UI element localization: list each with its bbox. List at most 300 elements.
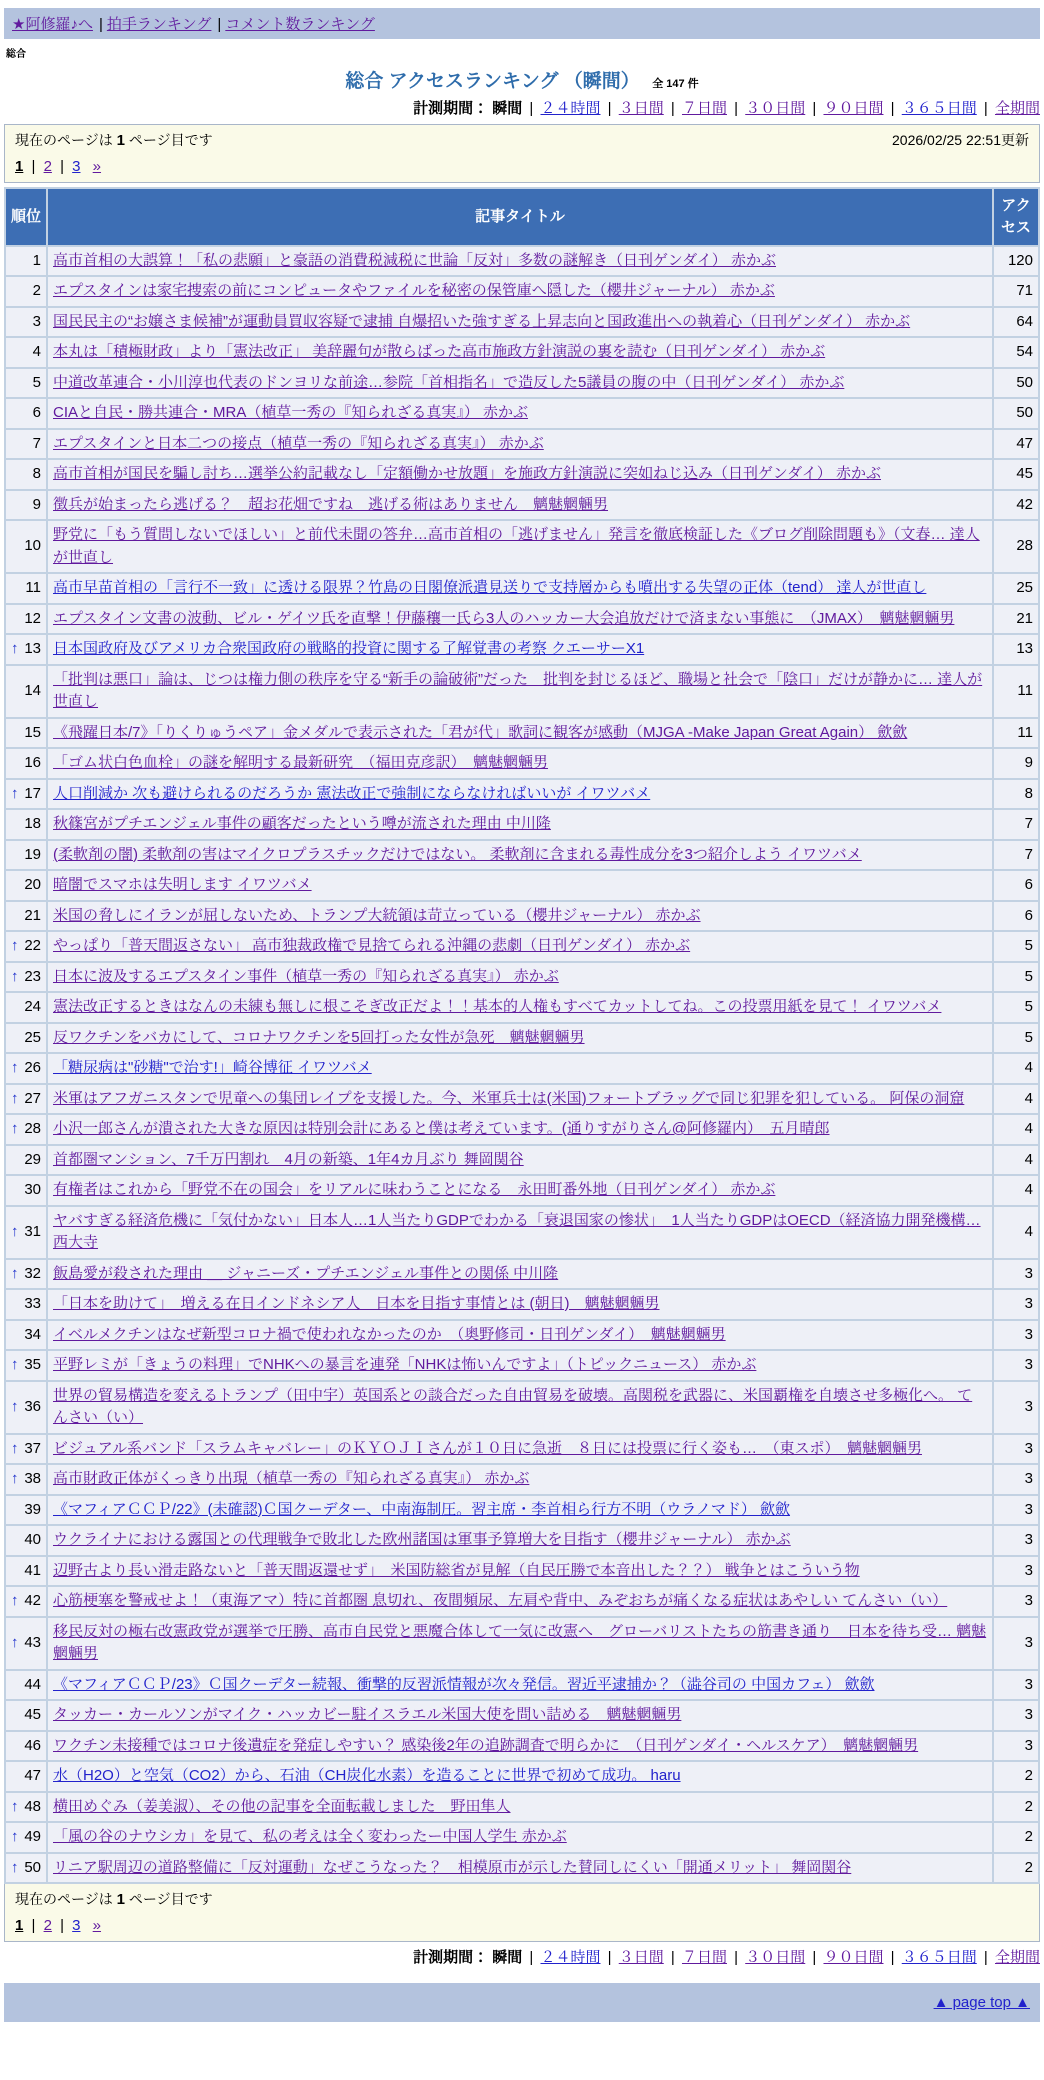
up-arrow-icon: ↑ [11, 1439, 19, 1457]
article-link[interactable]: 世界の貿易構造を変えるトランプ（田中宇）英国系との談合だった自由貿易を破壊。高関税を武器に、米国覇権を自壊させ多極化へ。 てんさい（い） [53, 1386, 973, 1426]
up-arrow-icon: ↑ [11, 1356, 19, 1373]
pagination-top [15, 158, 1029, 175]
page-top-link[interactable]: ▲ page top ▲ [933, 1994, 1030, 2011]
title-cell [48, 1587, 992, 1616]
access-count: 4 [994, 1054, 1038, 1083]
footer-bar [4, 1983, 1040, 2022]
ranking-table [4, 187, 1040, 1884]
period-label: 計測期間： [413, 100, 493, 117]
table-row [6, 1260, 1038, 1289]
title-cell [48, 1496, 992, 1525]
article-link[interactable]: 秋篠宮がプチエンジェル事件の顧客だったという噂が流された理由 中川隆 [53, 815, 551, 832]
rank-number: 16 [24, 754, 41, 771]
article-link[interactable]: 高市首相の大誤算！「私の悲願」と豪語の消費税減税に世論「反対」多数の謎解き（日刊ゲンダイ） 赤かぶ [53, 251, 776, 269]
title-cell [48, 1382, 992, 1433]
article-link[interactable]: 「ゴム状白色血栓」の謎を解明する最新研究 （福田克彦訳） 魑魅魍魎男 [53, 754, 549, 771]
info-box-bottom [4, 1884, 1040, 1942]
access-count: 3 [994, 1618, 1038, 1669]
table-row [6, 841, 1038, 870]
rank-cell [6, 1321, 46, 1350]
rank-number: 15 [24, 723, 41, 741]
rank-cell [6, 1732, 46, 1761]
table-row [6, 1382, 1038, 1433]
article-link[interactable]: やっぱり「普天間返さない」 高市独裁政権で見捨てられる沖縄の悲劇（日刊ゲンダイ） 赤かぶ [53, 937, 691, 954]
table-row [6, 369, 1038, 398]
rank-cell [6, 1793, 46, 1822]
title-cell [48, 1732, 992, 1761]
article-link[interactable]: 高市財政正体がくっきり出現（植草一秀の『知られざる真実』） 赤かぶ [53, 1470, 530, 1487]
nav-link-clap-ranking[interactable]: 拍手ランキング [106, 16, 212, 33]
period-option-link[interactable]: ３日間 [618, 100, 664, 117]
rank-cell [6, 1024, 46, 1053]
up-arrow-icon: ↑ [11, 784, 19, 802]
title-cell [48, 810, 992, 839]
article-link[interactable]: 《マフィアＣＣＰ/23》Ｃ国クーデター続報、衝撃的反習派情報が次々発信。習近平逮捕か？（澁谷司の 中国カフェ） 歛歛 [53, 1675, 875, 1693]
period-option-link[interactable]: ９０日間 [823, 1949, 884, 1966]
article-link[interactable]: 人口削減か 次も避けられるのだろうか 憲法改正で強制にならなければいいが イワツバメ [53, 784, 651, 802]
title-cell [48, 902, 992, 931]
table-row [6, 635, 1038, 664]
title-cell [48, 430, 992, 459]
current-page-text: 現在のページは 1 ページ目です [15, 132, 213, 149]
access-count: 13 [994, 635, 1038, 664]
access-count: 3 [994, 1351, 1038, 1380]
nav-link-comment-count-ranking[interactable]: コメント数ランキング [225, 16, 375, 33]
article-link[interactable]: 水（H2O）と空気（CO2）から、石油（CH炭化水素）を造ることに世界で初めて成功。 haru [53, 1767, 681, 1784]
period-separator: | [603, 1949, 616, 1966]
rank-cell [6, 1351, 46, 1380]
period-option-link[interactable]: ３６５日間 [901, 100, 977, 117]
table-row [6, 1526, 1038, 1555]
rank-number: 20 [24, 876, 41, 893]
period-option-link[interactable]: ７日間 [681, 1949, 727, 1966]
period-separator: | [666, 100, 679, 117]
title-cell [48, 277, 992, 306]
period-option-link[interactable]: ７日間 [681, 100, 727, 117]
rank-number: 46 [24, 1736, 41, 1754]
title-cell [48, 521, 992, 572]
title-cell [48, 1146, 992, 1175]
rank-number: 23 [24, 967, 41, 985]
access-count: 3 [994, 1321, 1038, 1350]
rank-cell [6, 1587, 46, 1616]
rank-cell [6, 1854, 46, 1883]
access-count: 3 [994, 1557, 1038, 1586]
rank-cell [6, 1146, 46, 1175]
title-cell [48, 1321, 992, 1350]
access-count: 3 [994, 1290, 1038, 1319]
table-row [6, 1854, 1038, 1883]
table-row [6, 574, 1038, 603]
access-count: 3 [994, 1526, 1038, 1555]
rank-cell [6, 1382, 46, 1433]
up-arrow-icon: ↑ [11, 1592, 19, 1609]
rank-number: 24 [24, 998, 41, 1015]
access-count: 2 [994, 1854, 1038, 1883]
article-link[interactable]: 野党に「もう質問しないでほしい」と前代未聞の答弁…高市首相の「逃げません」発言を徹底検証した《ブログ削除問題も》（文春… 達人が世直し [53, 526, 980, 566]
rank-cell [6, 460, 46, 489]
title-cell [48, 1024, 992, 1053]
rank-number: 39 [24, 1500, 41, 1518]
period-option-link[interactable]: 全期間 [994, 1949, 1040, 1966]
period-option-link[interactable]: ９０日間 [823, 100, 884, 117]
article-link[interactable]: 横田めぐみ（姜美淑）、その他の記事を全面転載しました 野田隼人 [53, 1797, 511, 1815]
pagination-current-page[interactable]: 1 [15, 158, 24, 175]
rank-number: 32 [24, 1264, 41, 1282]
title-cell [48, 1054, 992, 1083]
up-arrow-icon: ↑ [11, 1059, 19, 1076]
article-link[interactable]: 中道改革連合・小川淳也代表のドンヨリな前途…参院「首相指名」で造反した5議員の腹の中（日刊ゲンダイ） 赤かぶ [53, 373, 845, 391]
table-row [6, 1054, 1038, 1083]
article-link[interactable]: ワクチン未接種ではコロナ後遺症を発症しやすい？ 感染後2年の追跡調査で明らかに （日刊ゲンダイ・ヘルスケア） 魑魅魍魎男 [53, 1736, 919, 1754]
rank-cell [6, 338, 46, 367]
article-link[interactable]: 心筋梗塞を警戒せよ！（東海アマ）特に首都圏 息切れ、夜間頻尿、左肩や背中、みぞおちが痛くなる症状はあやしい てんさい（い） [53, 1592, 948, 1609]
rank-cell [6, 1435, 46, 1464]
article-link[interactable]: 「糖尿病は"砂糖"で治す!」崎谷博征 イワツバメ [53, 1059, 372, 1076]
table-row [6, 1207, 1038, 1258]
period-option-link[interactable]: ３６５日間 [901, 1949, 977, 1966]
rank-cell [6, 963, 46, 992]
rank-number: 21 [24, 906, 41, 924]
period-separator: | [808, 1949, 821, 1966]
rank-cell [6, 1526, 46, 1555]
rank-number: 48 [24, 1797, 41, 1815]
rank-cell [6, 1176, 46, 1205]
pagination-separator [81, 158, 93, 175]
rank-number: 19 [24, 845, 41, 863]
table-row [6, 1085, 1038, 1114]
period-separator: | [525, 100, 538, 117]
period-separator: | [886, 1949, 899, 1966]
access-count: 4 [994, 1146, 1038, 1175]
title-cell [48, 666, 992, 717]
pagination-separator: | [27, 1917, 40, 1934]
article-link[interactable]: 「日本を助けて」 増える在日インドネシア人 日本を目指す事情とは (朝日) 魑魅魍魎男 [53, 1295, 660, 1312]
pagination-page-link[interactable]: 3 [72, 158, 81, 175]
rank-cell [6, 399, 46, 428]
rank-cell [6, 430, 46, 459]
period-separator: | [525, 1949, 538, 1966]
access-count: 25 [994, 574, 1038, 603]
article-link[interactable]: 暗闇でスマホは失明します イワツバメ [53, 876, 312, 893]
rank-cell [6, 1618, 46, 1669]
rank-cell [6, 780, 46, 809]
article-link[interactable]: (柔軟剤の闇) 柔軟剤の害はマイクロプラスチックだけではない。 柔軟剤に含まれる毒性成分を3つ紹介しよう イワツバメ [53, 845, 862, 863]
rank-cell [6, 1465, 46, 1494]
rank-number: 49 [24, 1828, 41, 1845]
table-row [6, 460, 1038, 489]
access-count: 4 [994, 1207, 1038, 1258]
rank-cell [6, 902, 46, 931]
pagination-separator: | [55, 158, 69, 175]
period-option-link[interactable]: 全期間 [994, 100, 1040, 117]
article-link[interactable]: 《飛躍日本/7》「りくりゅうペア」金メダルで表示された「君が代」歌詞に観客が感動（MJGA -Make Japan Great Again） 歛歛 [53, 723, 908, 741]
table-row [6, 491, 1038, 520]
article-link[interactable]: 有権者はこれから「野党不在の国会」をリアルに味わうことになる 永田町番外地（日刊ゲンダイ） 赤かぶ [53, 1181, 776, 1198]
table-row [6, 308, 1038, 337]
rank-cell [6, 871, 46, 900]
title-cell [48, 399, 992, 428]
article-link[interactable]: イベルメクチンはなぜ新型コロナ禍で使われなかったのか （奥野修司・日刊ゲンダイ） 魑魅魍魎男 [53, 1325, 726, 1343]
title-cell [48, 841, 992, 870]
period-option-current: 瞬間 [492, 100, 523, 117]
period-option-link[interactable]: ３０日間 [745, 1949, 806, 1966]
table-row [6, 1115, 1038, 1144]
table-row [6, 338, 1038, 367]
title-cell [48, 780, 992, 809]
table-row [6, 430, 1038, 459]
period-separator: | [730, 1949, 743, 1966]
article-link[interactable]: 高市早苗首相の「言行不一致」に透ける限界？竹島の日閣僚派遣見送りで支持層からも噴出する失望の正体（tend） 達人が世直し [53, 579, 927, 596]
title-cell [48, 871, 992, 900]
rank-number: 8 [32, 465, 41, 482]
period-separator: | [886, 100, 899, 117]
rank-cell [6, 491, 46, 520]
access-count: 7 [994, 810, 1038, 839]
access-count: 2 [994, 1793, 1038, 1822]
up-arrow-icon: ↑ [11, 640, 19, 657]
title-cell [48, 574, 992, 603]
pagination-page-link[interactable]: 3 [72, 1917, 81, 1934]
title-cell [48, 932, 992, 961]
table-row [6, 1618, 1038, 1669]
table-row [6, 1465, 1038, 1494]
table-row [6, 902, 1038, 931]
title-cell [48, 719, 992, 748]
rank-cell [6, 1671, 46, 1700]
access-count: 4 [994, 1176, 1038, 1205]
pagination-separator: | [55, 1917, 69, 1934]
access-count: 3 [994, 1587, 1038, 1616]
rank-number: 50 [24, 1858, 41, 1876]
table-row [6, 247, 1038, 276]
article-link[interactable]: 本丸は「積極財政」より「憲法改正」 美辞麗句が散らばった高市施政方針演説の裏を読む（日刊ゲンダイ） 赤かぶ [53, 343, 826, 360]
table-row [6, 605, 1038, 634]
pagination-separator [81, 1917, 93, 1934]
pagination-next-link[interactable]: » [92, 1917, 102, 1934]
article-link[interactable]: 「風の谷のナウシカ」を見て、私の考えは全く変わったー中国人学生 赤かぶ [53, 1828, 567, 1845]
title-cell [48, 635, 992, 664]
access-count: 5 [994, 932, 1038, 961]
period-option-link[interactable]: ２４時間 [540, 1949, 601, 1966]
pagination-page-link[interactable]: 2 [43, 1917, 52, 1934]
pagination-bottom [15, 1917, 1029, 1934]
table-row [6, 1435, 1038, 1464]
access-count: 120 [994, 247, 1038, 276]
table-row [6, 1793, 1038, 1822]
column-header-rank: 順位 [6, 189, 46, 245]
title-cell [48, 1793, 992, 1822]
rank-number: 7 [32, 434, 41, 452]
updated-timestamp: 2026/02/25 22:51更新 [892, 132, 1029, 148]
title-cell [48, 1762, 992, 1791]
article-link[interactable]: 飯島愛が殺された理由 ＿ ジャニーズ・プチエンジェル事件との関係 中川隆 [53, 1264, 559, 1282]
rank-number: 10 [24, 537, 41, 555]
up-arrow-icon: ↑ [11, 1470, 19, 1487]
nav-separator: | [98, 16, 103, 33]
title-cell [48, 993, 992, 1022]
rank-number: 5 [32, 373, 41, 391]
up-arrow-icon: ↑ [11, 1828, 19, 1845]
rank-cell [6, 993, 46, 1022]
column-header-access: アクセス [994, 189, 1038, 245]
period-label: 計測期間： [413, 1949, 493, 1966]
period-separator: | [666, 1949, 679, 1966]
pagination-page-link[interactable]: 2 [43, 158, 52, 175]
table-row [6, 666, 1038, 717]
article-link[interactable]: エプスタインは家宅捜索の前にコンピュータやファイルを秘密の保管庫へ隠した（櫻井ジャーナル） 赤かぶ [53, 282, 775, 299]
article-link[interactable]: 辺野古より長い滑走路ないと「普天間返還せず」 米国防総省が見解（自民圧勝で本音出した？？） 戦争とはこういう物 [53, 1561, 860, 1579]
rank-number: 3 [32, 312, 41, 330]
table-row [6, 1496, 1038, 1525]
top-nav-bar [4, 8, 1040, 39]
rank-cell [6, 277, 46, 306]
article-link[interactable]: 日本に波及するエプスタイン事件（植草一秀の『知られざる真実』） 赤かぶ [53, 967, 559, 985]
pagination-separator: | [27, 158, 40, 175]
rank-number: 30 [24, 1181, 41, 1198]
access-count: 21 [994, 605, 1038, 634]
title-cell [48, 1526, 992, 1555]
table-row [6, 399, 1038, 428]
article-link[interactable]: リニア駅周辺の道路整備に「反対運動」なぜこうなった？ 相模原市が示した賛同しにくい「開通メリット」 舞岡関谷 [53, 1858, 852, 1876]
access-count: 3 [994, 1671, 1038, 1700]
article-link[interactable]: 米国の脅しにイランが屈しないため、トランプ大統領は苛立っている（櫻井ジャーナル） 赤かぶ [53, 906, 701, 924]
total-count: 全 147 件 [652, 78, 699, 90]
title-cell [48, 1290, 992, 1319]
up-arrow-icon: ↑ [11, 1222, 19, 1240]
rank-cell [6, 1701, 46, 1730]
table-row [6, 719, 1038, 748]
access-count: 11 [994, 719, 1038, 748]
title-cell [48, 1618, 992, 1669]
period-separator: | [979, 100, 992, 117]
access-count: 4 [994, 1085, 1038, 1114]
period-option-link[interactable]: ２４時間 [540, 100, 601, 117]
rank-number: 25 [24, 1028, 41, 1046]
rank-number: 43 [24, 1633, 41, 1651]
access-count: 71 [994, 277, 1038, 306]
access-count: 3 [994, 1260, 1038, 1289]
access-count: 3 [994, 1732, 1038, 1761]
article-link[interactable]: 高市首相が国民を騙し討ち…選挙公約記載なし「定額働かせ放題」を施政方針演説に突如ねじ込み（日刊ゲンダイ） 赤かぶ [53, 465, 881, 482]
access-count: 42 [994, 491, 1038, 520]
up-arrow-icon: ↑ [11, 1397, 19, 1415]
rank-number: 2 [32, 282, 41, 299]
rank-number: 47 [24, 1767, 41, 1784]
article-link[interactable]: 徴兵が始まったら逃げる？ 超お花畑ですね 逃げる術はありません 魑魅魍魎男 [53, 495, 609, 513]
access-count: 2 [994, 1823, 1038, 1852]
article-link[interactable]: 首都圏マンション、7千万円割れ 4月の新築、1年4カ月ぶり 舞岡関谷 [53, 1150, 524, 1168]
article-link[interactable]: ウクライナにおける露国との代理戦争で敗北した欧州諸国は軍事予算増大を目指す（櫻井ジャーナル） 赤かぶ [53, 1531, 791, 1548]
up-arrow-icon: ↑ [11, 937, 19, 954]
access-count: 8 [994, 780, 1038, 809]
table-row [6, 1762, 1038, 1791]
article-link[interactable]: ビジュアル系バンド「スラムキャバレー」のＫＹＯＪＩさんが１０日に急逝 ８日には投票に行く姿も… （東スポ） 魑魅魍魎男 [53, 1439, 922, 1457]
rank-cell [6, 841, 46, 870]
period-option-link[interactable]: ３０日間 [745, 100, 806, 117]
title-cell [48, 749, 992, 778]
table-row [6, 993, 1038, 1022]
title-cell [48, 1351, 992, 1380]
rank-number: 11 [25, 579, 41, 596]
title-cell [48, 1115, 992, 1144]
article-link[interactable]: 「批判は悪口」論は、じつは権力側の秩序を守る“新手の論破術”だった 批判を封じるほど、職場と社会で「陰口」だけが静かに… 達人が世直し [53, 670, 983, 710]
rank-cell [6, 605, 46, 634]
nav-link-asyura-home[interactable]: ★阿修羅♪へ [12, 16, 93, 33]
table-row [6, 780, 1038, 809]
rank-cell [6, 1823, 46, 1852]
table-row [6, 1587, 1038, 1616]
access-count: 47 [994, 430, 1038, 459]
access-count: 5 [994, 1024, 1038, 1053]
pagination-current-page[interactable]: 1 [15, 1917, 24, 1934]
article-link[interactable]: エプスタインと日本二つの接点（植草一秀の『知られざる真実』） 赤かぶ [53, 434, 544, 452]
current-page-number: 1 [116, 1891, 125, 1908]
rank-number: 36 [24, 1397, 41, 1415]
access-count: 2 [994, 1762, 1038, 1791]
period-option-link[interactable]: ３日間 [618, 1949, 664, 1966]
access-count: 6 [994, 871, 1038, 900]
rank-cell [6, 308, 46, 337]
rank-number: 40 [24, 1531, 41, 1548]
article-link[interactable]: 米軍はアフガニスタンで児童への集団レイプを支援した。今、米軍兵士は(米国)フォートブラッグで同じ犯罪を犯している。 阿保の洞窟 [53, 1089, 965, 1107]
title-cell [48, 338, 992, 367]
title-cell [48, 247, 992, 276]
access-count: 3 [994, 1435, 1038, 1464]
rank-number: 18 [24, 815, 41, 832]
article-link[interactable]: タッカー・カールソンがマイク・ハッカビー駐イスラエル米国大使を問い詰める 魑魅魍魎男 [53, 1706, 682, 1723]
rank-cell [6, 1496, 46, 1525]
title-cell [48, 605, 992, 634]
table-row [6, 871, 1038, 900]
article-link[interactable]: 平野レミが「きょうの料理」でNHKへの暴言を連発「NHKは怖いんですよ」（トピックニュース） 赤かぶ [53, 1356, 757, 1373]
article-link[interactable]: 日本国政府及びアメリカ合衆国政府の戦略的投資に関する了解覚書の考察 クエーサーX1 [53, 640, 645, 657]
article-link[interactable]: エプスタイン文書の波動、ビル・ゲイツ氏を直撃！伊藤穰一氏ら3人のハッカー大会追放だけで済まない事態に （JMAX） 魑魅魍魎男 [53, 609, 955, 627]
access-count: 54 [994, 338, 1038, 367]
article-link[interactable]: CIAと自民・勝共連合・MRA（植草一秀の『知られざる真実』） 赤かぶ [53, 404, 529, 421]
rank-cell [6, 635, 46, 664]
table-row [6, 1732, 1038, 1761]
title-cell [48, 1435, 992, 1464]
article-link[interactable]: 小沢一郎さんが潰された大きな原因は特別会計にあると僕は考えています。(通りすがりさん@阿修羅内） 五月晴郎 [53, 1120, 830, 1137]
rank-number: 35 [24, 1356, 41, 1373]
rank-cell [6, 521, 46, 572]
article-link[interactable]: 国民民主の“お嬢さま候補”が運動員買収容疑で逮捕 自爆招いた強すぎる上昇志向と国政進出への執着心（日刊ゲンダイ） 赤かぶ [53, 312, 911, 330]
article-link[interactable]: 《マフィアＣＣＰ/22》(未確認)Ｃ国クーデター、中南海制圧。習主席・李首相ら行方不明（ウラノマド） 歛歛 [53, 1500, 791, 1518]
title-cell [48, 1823, 992, 1852]
title-cell [48, 1557, 992, 1586]
rank-cell [6, 1115, 46, 1144]
article-link[interactable]: 反ワクチンをバカにして、コロナワクチンを5回打った女性が急死 魑魅魍魎男 [53, 1028, 585, 1046]
table-row [6, 963, 1038, 992]
column-header-title: 記事タイトル [48, 189, 992, 245]
table-row [6, 1024, 1038, 1053]
access-count: 5 [994, 963, 1038, 992]
rank-number: 12 [24, 609, 41, 627]
article-link[interactable]: 移民反対の極右改憲政党が選挙で圧勝、高市自民党と悪魔合体して一気に改憲へ グローバリストたちの筋書き通り 日本を待ち受… 魑魅魍魎男 [53, 1622, 987, 1662]
article-link[interactable]: 憲法改正するときはなんの未練も無しに根こそぎ改正だよ！！基本的人権もすべてカットしてね。この投票用紙を見て！ イワツバメ [53, 998, 942, 1015]
period-bar-top [4, 97, 1040, 118]
access-count: 50 [994, 369, 1038, 398]
article-link[interactable]: ヤバすぎる経済危機に「気付かない」日本人…1人当たりGDPでわかる「衰退国家の惨状」 1人当たりGDPはOECD（経済協力開発機構… 西大寺 [53, 1211, 981, 1251]
rank-number: 42 [24, 1592, 41, 1609]
rank-number: 45 [24, 1706, 41, 1723]
pagination-next-link[interactable]: » [92, 158, 102, 175]
access-count: 3 [994, 1382, 1038, 1433]
rank-cell [6, 1085, 46, 1114]
rank-number: 4 [32, 343, 41, 360]
period-bar-bottom [4, 1946, 1040, 1967]
